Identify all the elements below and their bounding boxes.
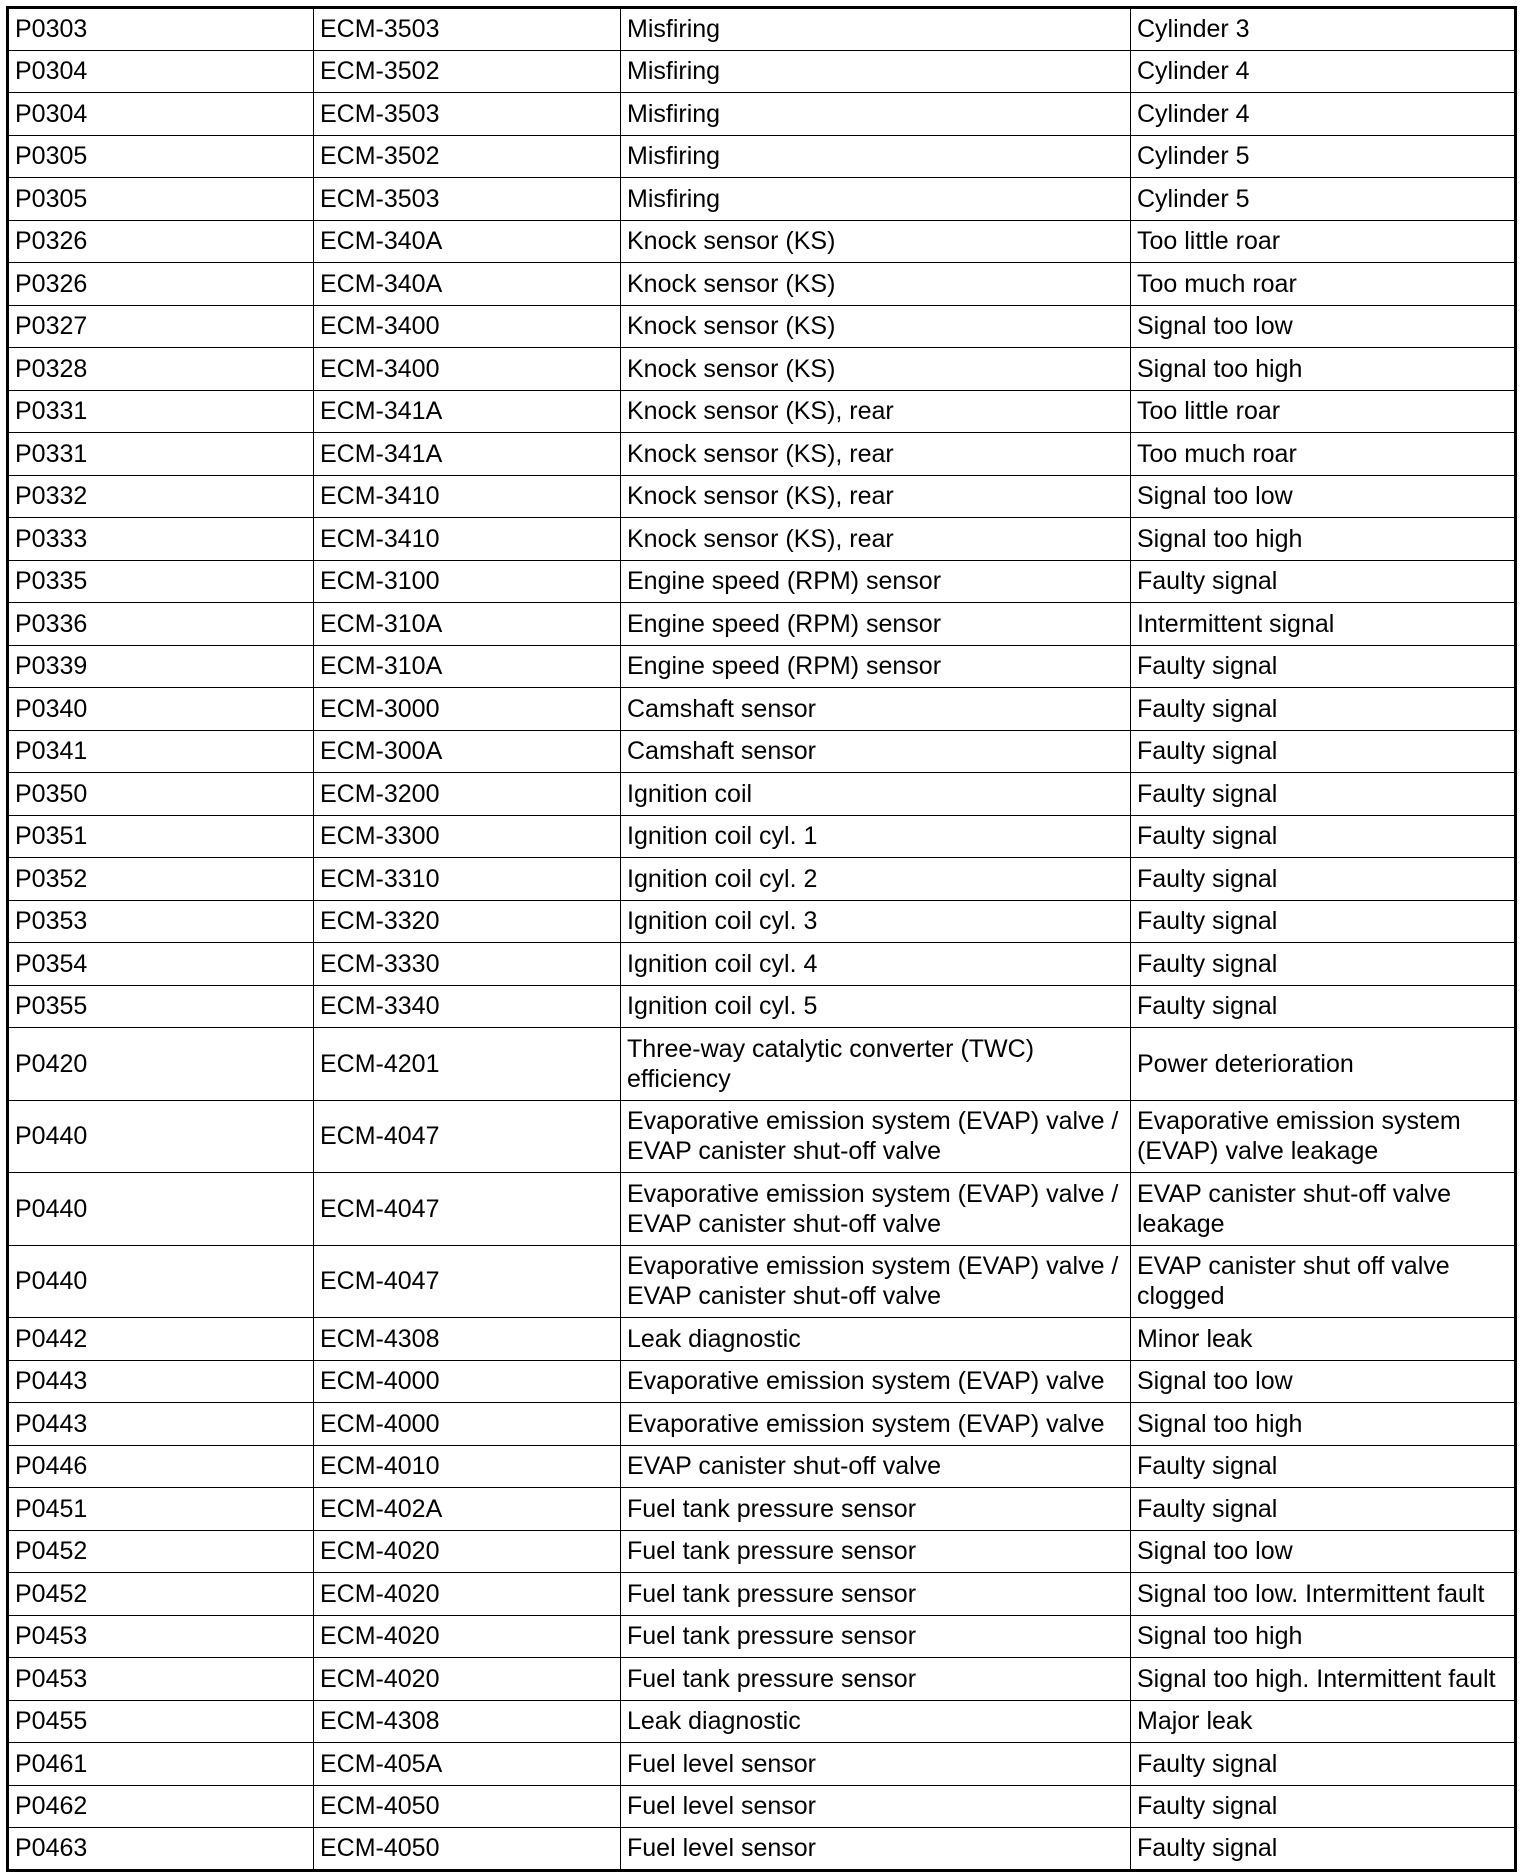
ecm-code-cell: ECM-4050 [314, 1828, 621, 1871]
ecm-code-cell: ECM-3330 [314, 943, 621, 986]
component-cell: Leak diagnostic [621, 1318, 1131, 1361]
fault-description-cell: Signal too high [1131, 518, 1516, 561]
fault-description-cell: Faulty signal [1131, 815, 1516, 858]
component-cell: Knock sensor (KS) [621, 263, 1131, 306]
ecm-code-cell: ECM-4050 [314, 1785, 621, 1828]
component-cell: Engine speed (RPM) sensor [621, 645, 1131, 688]
fault-description-cell: Too much roar [1131, 433, 1516, 476]
table-row [8, 730, 1516, 773]
component-cell: Fuel level sensor [621, 1785, 1131, 1828]
dtc-code-cell: P0331 [8, 390, 314, 433]
table-row [8, 773, 1516, 816]
table-row [8, 688, 1516, 731]
dtc-code-cell: P0339 [8, 645, 314, 688]
ecm-code-cell: ECM-340A [314, 263, 621, 306]
table-row [8, 1530, 1516, 1573]
table-row [8, 1100, 1516, 1173]
fault-description-cell: Faulty signal [1131, 900, 1516, 943]
table-row [8, 135, 1516, 178]
fault-description-cell: Signal too high [1131, 348, 1516, 391]
fault-description-cell: Faulty signal [1131, 773, 1516, 816]
table-row [8, 1173, 1516, 1246]
component-cell: Misfiring [621, 50, 1131, 93]
component-cell: Fuel tank pressure sensor [621, 1530, 1131, 1573]
table-row [8, 220, 1516, 263]
fault-description-cell: Faulty signal [1131, 1785, 1516, 1828]
dtc-code-cell: P0303 [8, 8, 314, 51]
dtc-code-cell: P0443 [8, 1360, 314, 1403]
ecm-code-cell: ECM-4010 [314, 1445, 621, 1488]
dtc-code-cell: P0452 [8, 1573, 314, 1616]
dtc-code-cell: P0440 [8, 1173, 314, 1246]
table-row [8, 1658, 1516, 1701]
ecm-code-cell: ECM-4308 [314, 1318, 621, 1361]
fault-description-cell: Major leak [1131, 1700, 1516, 1743]
ecm-code-cell: ECM-4020 [314, 1658, 621, 1701]
ecm-code-cell: ECM-4020 [314, 1615, 621, 1658]
component-cell: Ignition coil cyl. 5 [621, 985, 1131, 1028]
ecm-code-cell: ECM-3000 [314, 688, 621, 731]
fault-description-cell: Faulty signal [1131, 645, 1516, 688]
fault-description-cell: Cylinder 4 [1131, 93, 1516, 136]
dtc-table-body [8, 8, 1516, 1871]
fault-description-cell: Faulty signal [1131, 1488, 1516, 1531]
component-cell: Ignition coil cyl. 4 [621, 943, 1131, 986]
dtc-code-cell: P0453 [8, 1658, 314, 1701]
dtc-code-cell: P0461 [8, 1743, 314, 1786]
dtc-code-cell: P0355 [8, 985, 314, 1028]
ecm-code-cell: ECM-402A [314, 1488, 621, 1531]
ecm-code-cell: ECM-310A [314, 603, 621, 646]
component-cell: Knock sensor (KS), rear [621, 518, 1131, 561]
component-cell: Fuel tank pressure sensor [621, 1658, 1131, 1701]
fault-description-cell: Minor leak [1131, 1318, 1516, 1361]
fault-description-cell: Cylinder 5 [1131, 135, 1516, 178]
ecm-code-cell: ECM-3400 [314, 348, 621, 391]
table-row [8, 518, 1516, 561]
component-cell: Fuel tank pressure sensor [621, 1615, 1131, 1658]
ecm-code-cell: ECM-300A [314, 730, 621, 773]
component-cell: Evaporative emission system (EVAP) valve / EVAP canister shut-off valve [621, 1173, 1131, 1246]
ecm-code-cell: ECM-4020 [314, 1573, 621, 1616]
fault-description-cell: EVAP canister shut off valve clogged [1131, 1245, 1516, 1318]
ecm-code-cell: ECM-3400 [314, 305, 621, 348]
dtc-code-cell: P0333 [8, 518, 314, 561]
table-row [8, 93, 1516, 136]
table-row [8, 305, 1516, 348]
component-cell: Evaporative emission system (EVAP) valve [621, 1403, 1131, 1446]
ecm-code-cell: ECM-3410 [314, 475, 621, 518]
dtc-code-cell: P0351 [8, 815, 314, 858]
dtc-code-cell: P0332 [8, 475, 314, 518]
fault-description-cell: Signal too low [1131, 1360, 1516, 1403]
table-row [8, 178, 1516, 221]
ecm-code-cell: ECM-3503 [314, 8, 621, 51]
table-row [8, 815, 1516, 858]
component-cell: Evaporative emission system (EVAP) valve / EVAP canister shut-off valve [621, 1100, 1131, 1173]
component-cell: Misfiring [621, 178, 1131, 221]
ecm-code-cell: ECM-341A [314, 433, 621, 476]
table-row [8, 985, 1516, 1028]
dtc-code-cell: P0442 [8, 1318, 314, 1361]
table-row [8, 8, 1516, 51]
fault-description-cell: Too little roar [1131, 390, 1516, 433]
component-cell: Knock sensor (KS), rear [621, 390, 1131, 433]
dtc-code-cell: P0305 [8, 135, 314, 178]
dtc-code-cell: P0304 [8, 93, 314, 136]
component-cell: Misfiring [621, 93, 1131, 136]
component-cell: Knock sensor (KS) [621, 348, 1131, 391]
table-row [8, 475, 1516, 518]
dtc-code-cell: P0455 [8, 1700, 314, 1743]
table-row [8, 603, 1516, 646]
component-cell: Evaporative emission system (EVAP) valve / EVAP canister shut-off valve [621, 1245, 1131, 1318]
component-cell: Leak diagnostic [621, 1700, 1131, 1743]
table-row [8, 1615, 1516, 1658]
component-cell: Knock sensor (KS) [621, 220, 1131, 263]
fault-description-cell: Faulty signal [1131, 1743, 1516, 1786]
fault-description-cell: Signal too low [1131, 305, 1516, 348]
fault-description-cell: Faulty signal [1131, 943, 1516, 986]
table-row [8, 943, 1516, 986]
fault-description-cell: Faulty signal [1131, 858, 1516, 901]
dtc-code-cell: P0463 [8, 1828, 314, 1871]
dtc-code-cell: P0341 [8, 730, 314, 773]
ecm-code-cell: ECM-3503 [314, 93, 621, 136]
ecm-code-cell: ECM-4047 [314, 1173, 621, 1246]
ecm-code-cell: ECM-4000 [314, 1403, 621, 1446]
ecm-code-cell: ECM-3503 [314, 178, 621, 221]
fault-description-cell: Cylinder 5 [1131, 178, 1516, 221]
component-cell: Fuel level sensor [621, 1743, 1131, 1786]
component-cell: Fuel tank pressure sensor [621, 1573, 1131, 1616]
ecm-code-cell: ECM-341A [314, 390, 621, 433]
dtc-code-cell: P0350 [8, 773, 314, 816]
fault-description-cell: Faulty signal [1131, 985, 1516, 1028]
component-cell: Knock sensor (KS), rear [621, 433, 1131, 476]
dtc-code-cell: P0451 [8, 1488, 314, 1531]
dtc-code-cell: P0304 [8, 50, 314, 93]
component-cell: Knock sensor (KS) [621, 305, 1131, 348]
component-cell: Engine speed (RPM) sensor [621, 560, 1131, 603]
ecm-code-cell: ECM-310A [314, 645, 621, 688]
dtc-code-cell: P0326 [8, 220, 314, 263]
ecm-code-cell: ECM-4047 [314, 1100, 621, 1173]
ecm-code-cell: ECM-340A [314, 220, 621, 263]
table-row [8, 433, 1516, 476]
component-cell: Engine speed (RPM) sensor [621, 603, 1131, 646]
fault-description-cell: Cylinder 3 [1131, 8, 1516, 51]
dtc-code-cell: P0336 [8, 603, 314, 646]
table-row [8, 1743, 1516, 1786]
dtc-code-cell: P0452 [8, 1530, 314, 1573]
ecm-code-cell: ECM-4308 [314, 1700, 621, 1743]
ecm-code-cell: ECM-3410 [314, 518, 621, 561]
ecm-code-cell: ECM-3502 [314, 50, 621, 93]
fault-description-cell: Faulty signal [1131, 1445, 1516, 1488]
table-row [8, 1245, 1516, 1318]
dtc-code-cell: P0443 [8, 1403, 314, 1446]
table-row [8, 1488, 1516, 1531]
fault-description-cell: Faulty signal [1131, 560, 1516, 603]
table-row [8, 645, 1516, 688]
table-row [8, 348, 1516, 391]
fault-description-cell: Too much roar [1131, 263, 1516, 306]
dtc-code-cell: P0352 [8, 858, 314, 901]
ecm-code-cell: ECM-405A [314, 1743, 621, 1786]
component-cell: EVAP canister shut-off valve [621, 1445, 1131, 1488]
component-cell: Camshaft sensor [621, 730, 1131, 773]
table-row [8, 1028, 1516, 1101]
ecm-code-cell: ECM-3340 [314, 985, 621, 1028]
table-row [8, 900, 1516, 943]
dtc-code-cell: P0440 [8, 1245, 314, 1318]
ecm-code-cell: ECM-3310 [314, 858, 621, 901]
fault-description-cell: Faulty signal [1131, 688, 1516, 731]
component-cell: Evaporative emission system (EVAP) valve [621, 1360, 1131, 1403]
component-cell: Misfiring [621, 8, 1131, 51]
dtc-code-cell: P0420 [8, 1028, 314, 1101]
dtc-code-cell: P0453 [8, 1615, 314, 1658]
fault-description-cell: Evaporative emission system (EVAP) valve leakage [1131, 1100, 1516, 1173]
fault-description-cell: Power deterioration [1131, 1028, 1516, 1101]
component-cell: Knock sensor (KS), rear [621, 475, 1131, 518]
ecm-code-cell: ECM-3200 [314, 773, 621, 816]
table-row [8, 560, 1516, 603]
ecm-code-cell: ECM-4020 [314, 1530, 621, 1573]
fault-description-cell: Signal too high [1131, 1403, 1516, 1446]
dtc-code-cell: P0327 [8, 305, 314, 348]
fault-description-cell: Faulty signal [1131, 1828, 1516, 1871]
dtc-code-cell: P0305 [8, 178, 314, 221]
dtc-table [6, 6, 1517, 1872]
fault-description-cell: Too little roar [1131, 220, 1516, 263]
fault-description-cell: Signal too low [1131, 475, 1516, 518]
table-row [8, 1785, 1516, 1828]
component-cell: Fuel tank pressure sensor [621, 1488, 1131, 1531]
dtc-code-cell: P0440 [8, 1100, 314, 1173]
fault-description-cell: EVAP canister shut-off valve leakage [1131, 1173, 1516, 1246]
fault-description-cell: Signal too low. Intermittent fault [1131, 1573, 1516, 1616]
table-row [8, 1403, 1516, 1446]
component-cell: Ignition coil cyl. 2 [621, 858, 1131, 901]
table-row [8, 263, 1516, 306]
table-row [8, 1360, 1516, 1403]
dtc-code-cell: P0354 [8, 943, 314, 986]
table-row [8, 1573, 1516, 1616]
table-row [8, 1828, 1516, 1871]
dtc-code-cell: P0462 [8, 1785, 314, 1828]
table-row [8, 858, 1516, 901]
table-row [8, 390, 1516, 433]
fault-description-cell: Faulty signal [1131, 730, 1516, 773]
fault-description-cell: Signal too high [1131, 1615, 1516, 1658]
dtc-code-cell: P0335 [8, 560, 314, 603]
component-cell: Ignition coil [621, 773, 1131, 816]
fault-description-cell: Cylinder 4 [1131, 50, 1516, 93]
table-row [8, 50, 1516, 93]
table-row [8, 1445, 1516, 1488]
component-cell: Three-way catalytic converter (TWC) efficiency [621, 1028, 1131, 1101]
dtc-code-cell: P0328 [8, 348, 314, 391]
dtc-code-cell: P0340 [8, 688, 314, 731]
ecm-code-cell: ECM-3300 [314, 815, 621, 858]
dtc-code-cell: P0446 [8, 1445, 314, 1488]
dtc-code-cell: P0353 [8, 900, 314, 943]
table-row [8, 1318, 1516, 1361]
fault-description-cell: Signal too high. Intermittent fault [1131, 1658, 1516, 1701]
component-cell: Camshaft sensor [621, 688, 1131, 731]
ecm-code-cell: ECM-3502 [314, 135, 621, 178]
ecm-code-cell: ECM-3320 [314, 900, 621, 943]
component-cell: Misfiring [621, 135, 1131, 178]
dtc-code-cell: P0326 [8, 263, 314, 306]
ecm-code-cell: ECM-4201 [314, 1028, 621, 1101]
fault-description-cell: Intermittent signal [1131, 603, 1516, 646]
component-cell: Ignition coil cyl. 1 [621, 815, 1131, 858]
dtc-code-cell: P0331 [8, 433, 314, 476]
ecm-code-cell: ECM-4047 [314, 1245, 621, 1318]
fault-description-cell: Signal too low [1131, 1530, 1516, 1573]
component-cell: Ignition coil cyl. 3 [621, 900, 1131, 943]
ecm-code-cell: ECM-4000 [314, 1360, 621, 1403]
ecm-code-cell: ECM-3100 [314, 560, 621, 603]
table-row [8, 1700, 1516, 1743]
component-cell: Fuel level sensor [621, 1828, 1131, 1871]
